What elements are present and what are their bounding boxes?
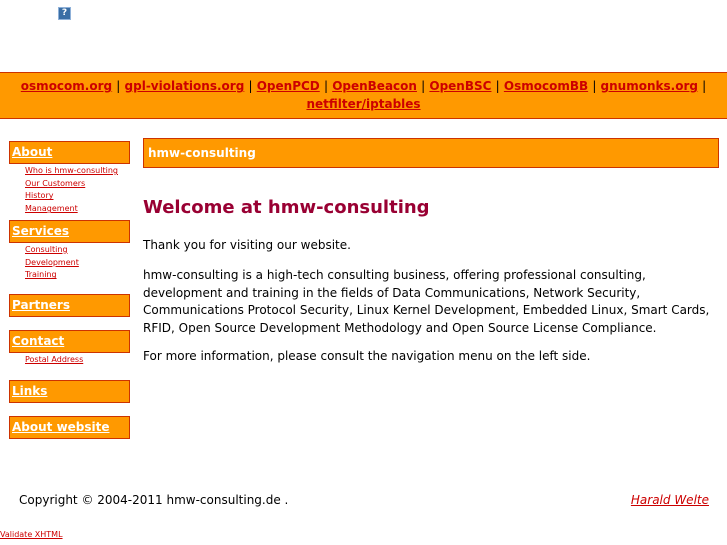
link-separator: | [495,79,500,93]
sidebar-link-services[interactable]: Services [12,223,70,238]
sidebar-link-links[interactable]: Links [12,383,48,398]
sidebar-link-partners[interactable]: Partners [12,297,70,312]
sidebar-link-about[interactable]: About [12,145,53,159]
validate-xhtml-link[interactable]: Validate XHTML [0,530,63,539]
link-osmocom[interactable]: osmocom.org [20,79,113,93]
page-title: Welcome at hmw-consulting [143,197,430,218]
link-separator: | [248,79,253,93]
link-separator: | [421,79,426,93]
link-separator: | [702,79,707,93]
sidebar-section-links [9,380,130,403]
link-separator: | [323,79,328,93]
broken-image-icon: ? [58,7,71,20]
sidebar-item-customers[interactable]: Our Customers [25,178,86,188]
link-gnumonks[interactable]: gnumonks.org [600,79,698,93]
sidebar-section-contact [9,330,130,353]
link-separator: | [116,79,121,93]
sidebar-section-about [9,141,130,164]
copyright-text: Copyright © 2004-2011 hmw-consulting.de . [19,493,289,507]
sidebar-item-management[interactable]: Management [25,204,78,214]
sidebar-sublist-services [9,244,130,282]
sidebar-item-who-is[interactable]: Who is hmw-consulting [25,166,118,175]
navigation-hint-paragraph: For more information, please consult the navigation menu on the left side. [143,349,591,363]
intro-paragraph: Thank you for visiting our website. [143,238,351,252]
link-netfilter[interactable]: netfilter/iptables [306,97,421,111]
sidebar-sublist-contact [9,354,130,367]
author-link[interactable]: Harald Welte [630,493,709,507]
sidebar-section-about-website [9,416,130,439]
sidebar-item-development[interactable]: Development [25,257,79,267]
sidebar-section-services [9,220,130,243]
sidebar-item-postal-address[interactable]: Postal Address [25,354,84,364]
project-links-bar [0,72,727,119]
link-osmocombb[interactable]: OsmocomBB [503,79,589,93]
sidebar-link-about-website[interactable]: About website [12,419,110,434]
content-header: hmw-consulting [143,138,719,168]
link-gpl-violations[interactable]: gpl-violations.org [124,79,245,93]
sidebar-link-contact[interactable]: Contact [12,333,65,348]
sidebar-item-training[interactable]: Training [25,270,57,280]
sidebar-item-consulting[interactable]: Consulting [25,244,68,254]
link-openbsc[interactable]: OpenBSC [429,79,492,93]
sidebar-section-partners [9,294,130,317]
link-separator: | [592,79,597,93]
sidebar-nav [9,141,130,439]
description-paragraph: hmw-consulting is a high-tech consulting business, offering professional consulting, development and training in the fields of Data Communications, Network Security, Communications Protocol Security, Linux Kernel Development, Embedded Linux, Smart Cards, RFID, Open Source Development Methodology and Open Source License Compliance. [143,268,710,335]
link-openbeacon[interactable]: OpenBeacon [332,79,417,93]
validate-xhtml [0,530,63,539]
author-credit [631,493,709,507]
link-openpcd[interactable]: OpenPCD [256,79,320,93]
sidebar-item-history[interactable]: History [25,191,54,201]
sidebar-sublist-about [9,165,130,216]
